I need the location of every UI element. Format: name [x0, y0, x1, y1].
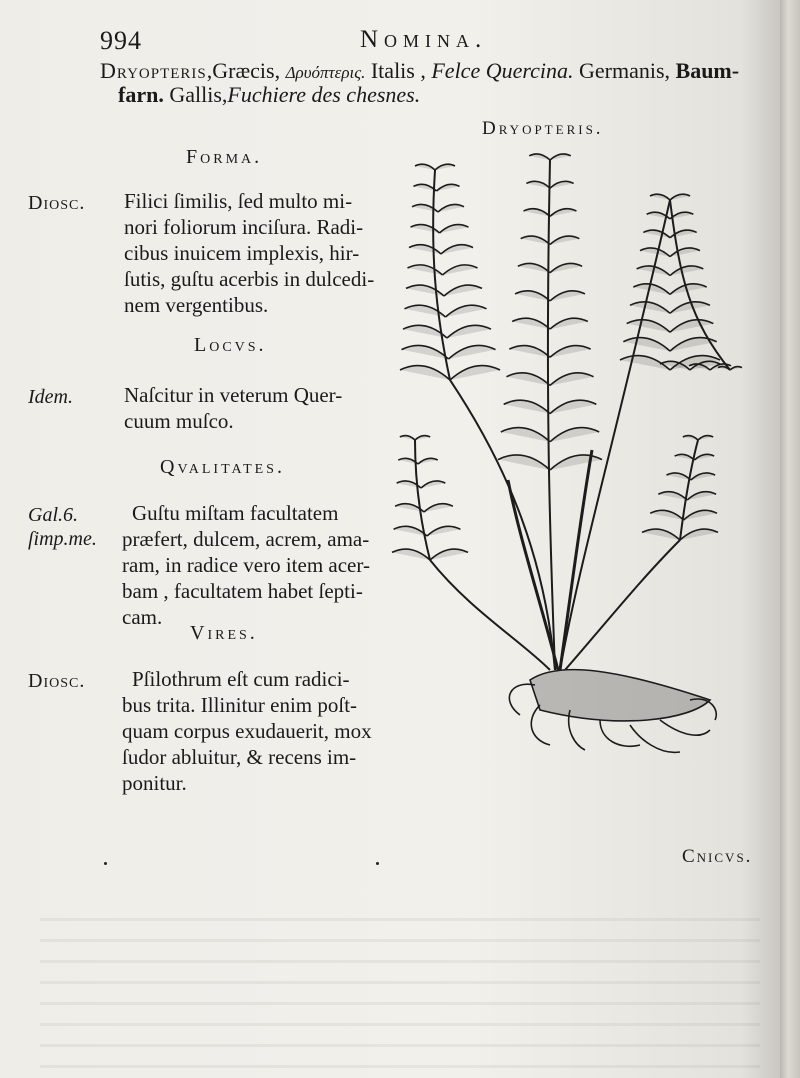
- pinna: [550, 428, 599, 442]
- pinna: [411, 225, 440, 233]
- pinna: [424, 504, 453, 512]
- pinna: [642, 529, 680, 540]
- pinna: [521, 236, 550, 244]
- italian-name: Felce Quercina.: [431, 58, 574, 83]
- pinna: [550, 154, 571, 160]
- text-line: Guſtu miſtam facultatem: [132, 501, 339, 525]
- pinna: [670, 194, 690, 200]
- text-line: bus trita. Illinitur enim poſt-: [122, 693, 358, 717]
- pinna: [437, 184, 460, 191]
- pinna: [509, 346, 550, 358]
- pinna: [550, 400, 596, 413]
- pinna: [683, 436, 698, 440]
- margin-note: Diosc.: [28, 670, 86, 692]
- pinna: [730, 367, 742, 370]
- pinna: [438, 204, 464, 212]
- pinna: [550, 455, 602, 470]
- pinna: [675, 454, 695, 460]
- pinna: [670, 338, 717, 352]
- pinna: [512, 318, 550, 329]
- text-line: cuum muſco.: [124, 409, 234, 433]
- page-number: 994: [100, 26, 142, 55]
- pinna: [687, 492, 716, 500]
- text-line: ſudor abluitur, & recens im-: [122, 745, 357, 769]
- pinna: [435, 164, 455, 170]
- pinna: [650, 510, 683, 520]
- bleed-through-text: [40, 900, 760, 1070]
- pinna: [507, 373, 550, 386]
- pinna: [670, 320, 713, 333]
- pinna: [550, 373, 593, 386]
- pinna: [524, 209, 550, 217]
- catchword: Cnicvs.: [682, 846, 753, 867]
- margin-note: ſimp.me.: [28, 528, 97, 550]
- pinna: [670, 248, 700, 257]
- heading-locus: Locvs.: [194, 334, 267, 356]
- margin-note: Diosc.: [28, 192, 86, 214]
- greek-name: Δρυόπτερις.: [285, 63, 366, 82]
- margin-note: Idem.: [28, 386, 73, 408]
- text-line: nem vergentibus.: [124, 293, 269, 317]
- pinna: [406, 285, 444, 296]
- pinna: [400, 366, 450, 380]
- text-line: Filici ſimilis, ſed multo mi-: [124, 189, 353, 213]
- pinna: [405, 305, 446, 317]
- text-block-vires: [122, 666, 372, 796]
- pinna: [408, 265, 443, 275]
- pinna: [680, 529, 718, 540]
- pinna: [415, 436, 430, 440]
- pinna: [449, 345, 496, 359]
- greek-label: ,Græcis,: [206, 58, 281, 83]
- french-label: Gallis,: [169, 82, 228, 107]
- pinna: [418, 458, 438, 464]
- pinna: [414, 184, 437, 191]
- pinna: [450, 366, 500, 380]
- text-line: ponitur.: [122, 771, 187, 795]
- running-head: Nomina.: [360, 26, 488, 53]
- text-line: quam corpus exudauerit, mox: [122, 719, 372, 743]
- pinna: [402, 345, 449, 359]
- pinna: [447, 325, 491, 338]
- text-line: ſutis, guſtu acerbis in dulcedi-: [124, 267, 375, 291]
- pinna: [627, 320, 670, 333]
- pinna: [623, 338, 670, 352]
- pinna: [444, 285, 482, 296]
- margin-note: Gal.6.: [28, 504, 78, 526]
- text-line: cibus inuicem implexis, hir-: [124, 241, 360, 265]
- pinna: [694, 454, 714, 460]
- text-line: Pſilothrum eſt cum radici-: [132, 667, 350, 691]
- pinna: [409, 245, 441, 254]
- pinna: [498, 455, 550, 470]
- pinna: [430, 549, 468, 560]
- french-name: Fuchiere des chesnes.: [227, 82, 421, 107]
- heading-qualitates: Qvalitates.: [160, 456, 285, 478]
- text-block-locus: [124, 382, 342, 434]
- pinna: [529, 154, 550, 160]
- pinna: [440, 225, 469, 233]
- pinna: [550, 263, 582, 272]
- text-line: cam.: [122, 605, 163, 629]
- pinna: [443, 265, 478, 275]
- text-line: nori foliorum inciſura. Radi-: [124, 215, 364, 239]
- pinna: [446, 305, 487, 317]
- text-block-qualitates: [122, 500, 370, 630]
- pinna: [518, 263, 550, 272]
- pinna: [670, 266, 703, 276]
- pinna: [640, 248, 670, 257]
- pinna: [658, 492, 687, 500]
- page-edge: [780, 0, 800, 1078]
- pinna: [415, 164, 435, 170]
- ink-dot: [376, 862, 379, 865]
- pinna: [550, 209, 576, 217]
- text-line: præfert, dulcem, acrem, ama-: [122, 527, 370, 551]
- nomina-line-1: [100, 58, 739, 84]
- italian-label: Italis ,: [370, 58, 426, 83]
- nomina-line-2: [118, 82, 420, 108]
- german-name-cont: farn.: [118, 82, 164, 107]
- pinna: [670, 212, 693, 219]
- pinna: [504, 400, 550, 413]
- text-block-forma: [124, 188, 374, 318]
- pinna: [633, 284, 670, 295]
- fern-woodcut-illustration: [360, 140, 760, 780]
- pinna: [394, 526, 427, 536]
- pinna: [691, 473, 715, 480]
- plant-name: Dryopteris: [100, 58, 207, 83]
- heading-forma: Forma.: [186, 146, 263, 168]
- pinna: [392, 549, 430, 560]
- pinna: [650, 194, 670, 200]
- pinna: [550, 181, 574, 188]
- pinna: [501, 428, 550, 442]
- pinna: [666, 473, 690, 480]
- german-name: Baum-: [675, 58, 740, 83]
- text-line: bam , facultatem habet ſepti-: [122, 579, 363, 603]
- pinna: [550, 236, 579, 244]
- ink-dot: [104, 862, 107, 865]
- figure-title: Dryopteris.: [482, 118, 604, 139]
- pinna: [550, 291, 585, 301]
- pinna: [550, 346, 591, 358]
- pinna: [427, 526, 460, 536]
- pinna: [670, 302, 710, 314]
- pinna: [630, 302, 670, 314]
- pinna: [698, 436, 713, 440]
- pinna: [526, 181, 550, 188]
- pinna: [684, 510, 717, 520]
- pinna: [400, 436, 415, 440]
- text-line: Naſcitur in veterum Quer-: [124, 383, 343, 407]
- pinna: [421, 481, 445, 488]
- heading-vires: Vires.: [190, 622, 258, 644]
- german-label: Germanis,: [578, 58, 671, 83]
- pinna: [515, 291, 550, 301]
- pinna: [441, 245, 473, 254]
- text-line: ram, in radice vero item acer-: [122, 553, 370, 577]
- pinna: [643, 230, 670, 238]
- pinna: [550, 318, 588, 329]
